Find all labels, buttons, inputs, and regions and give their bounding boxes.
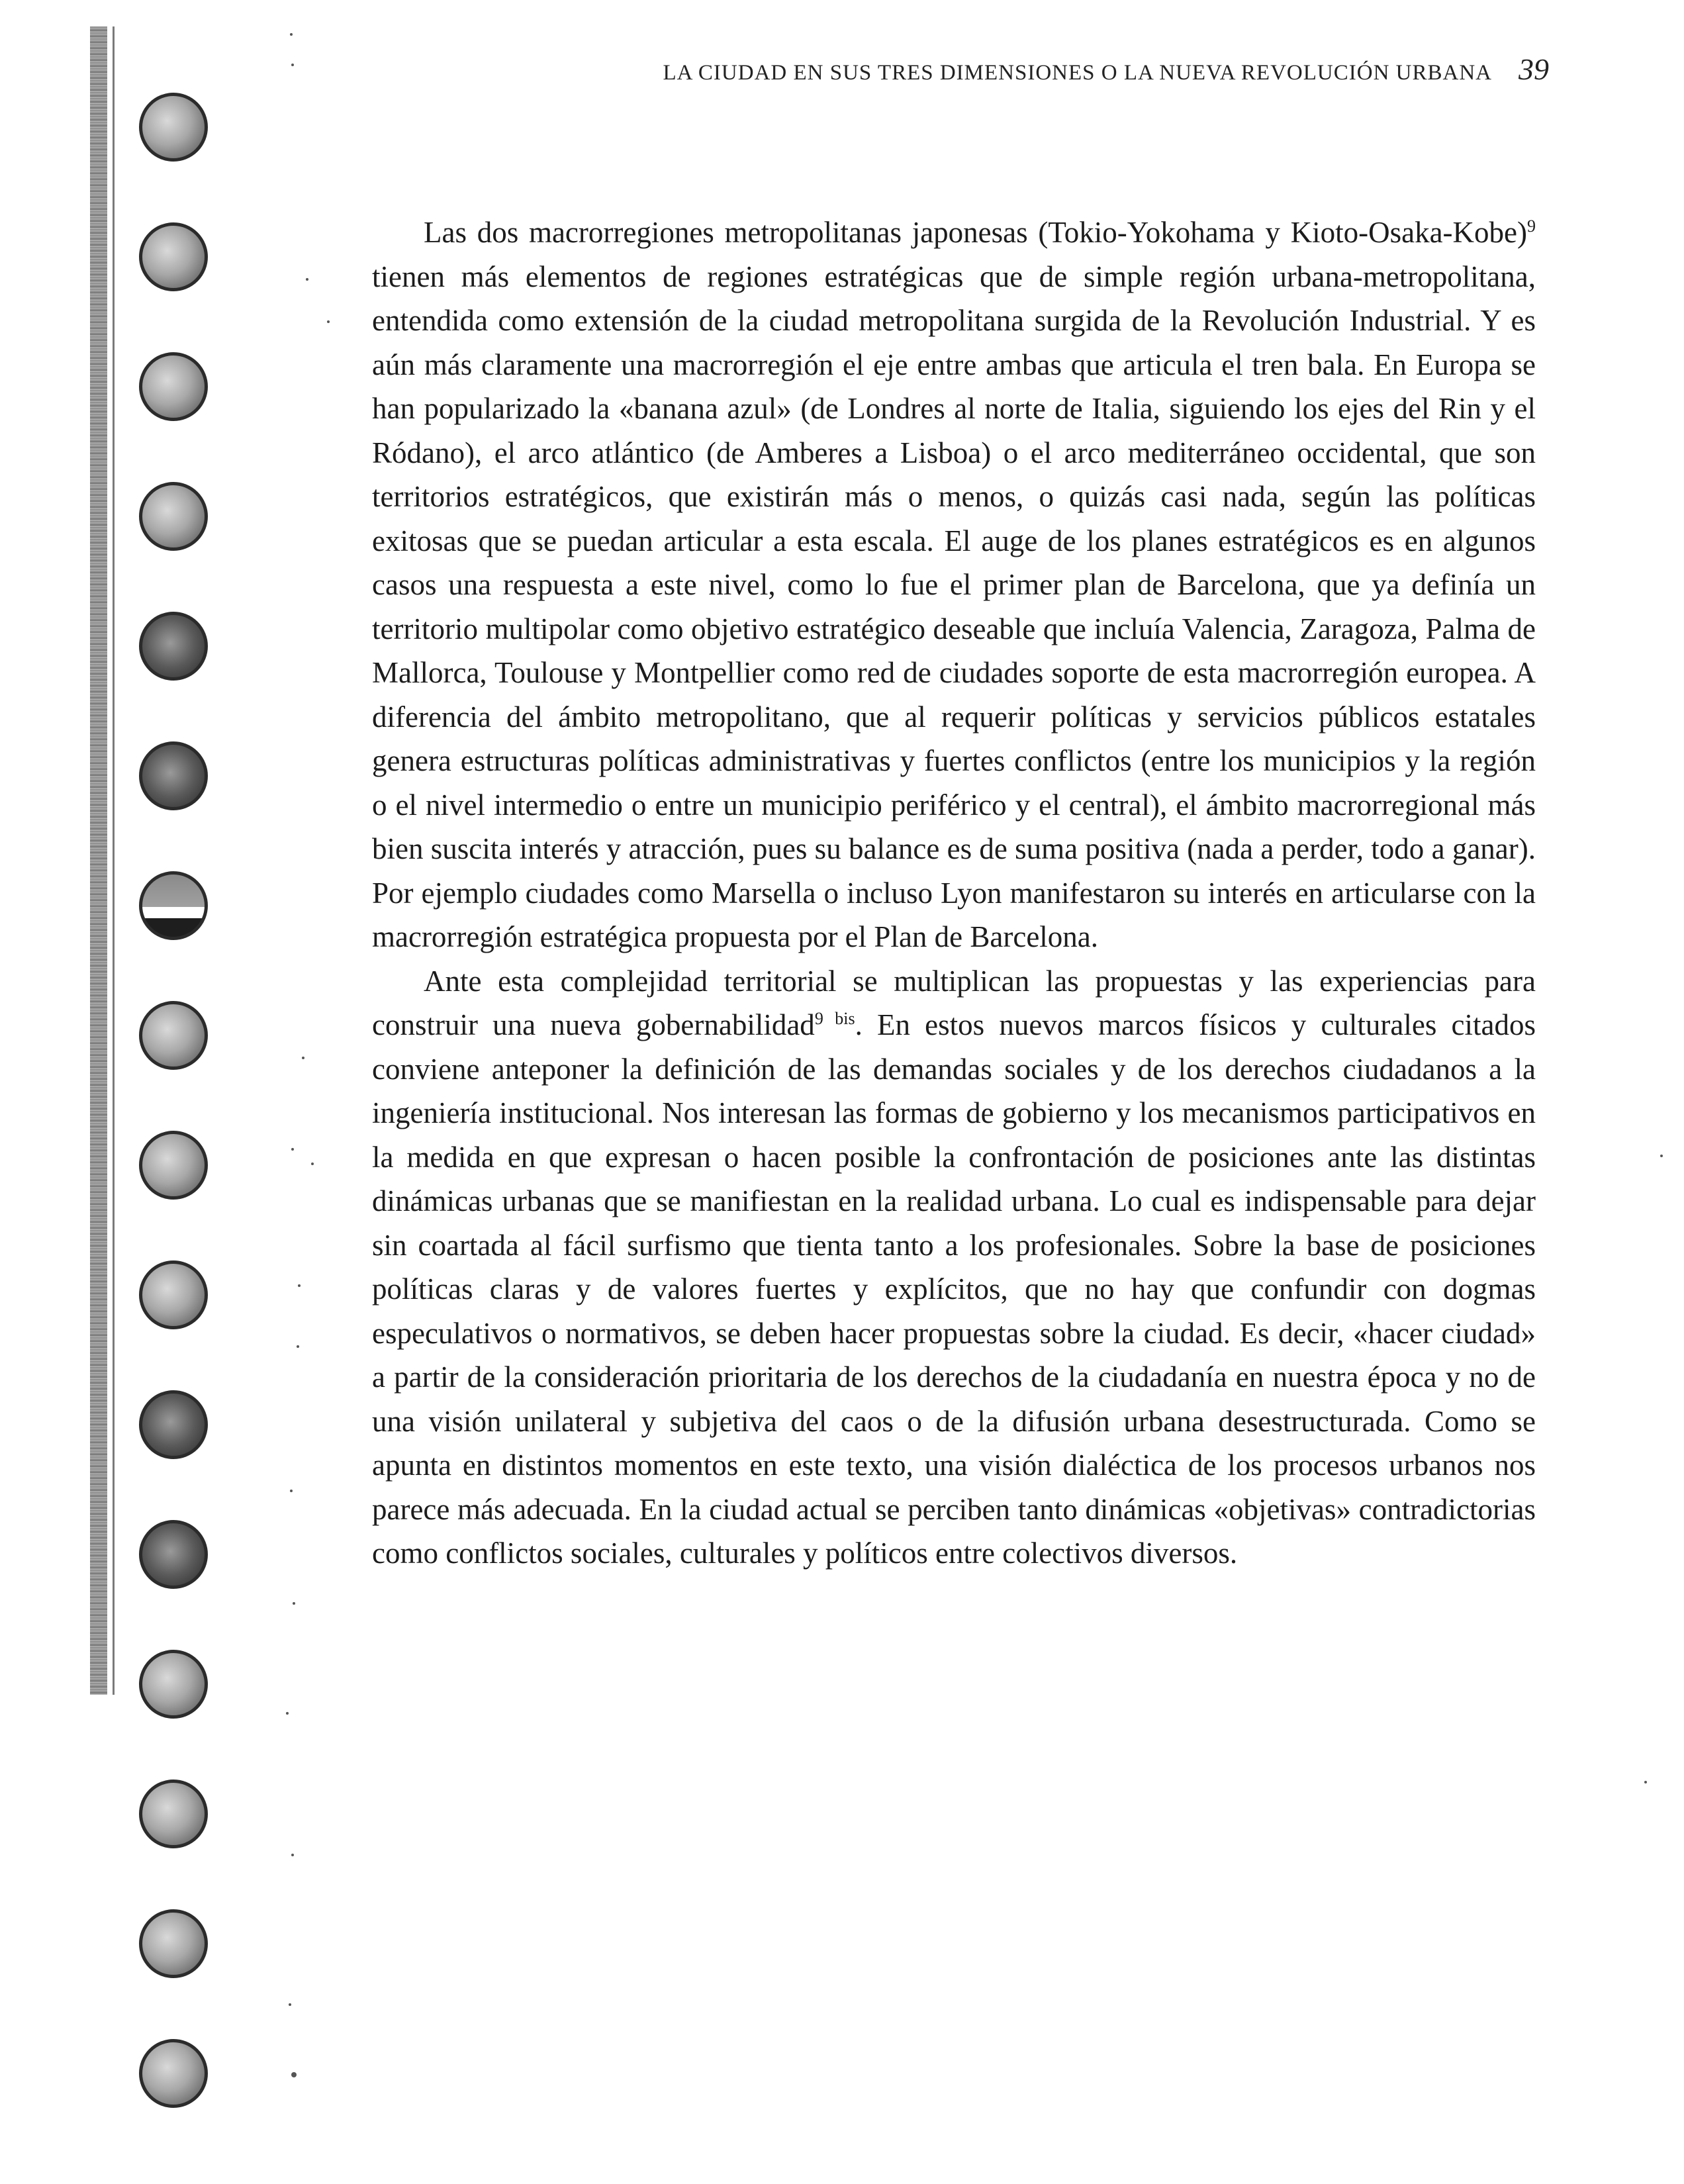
binding-hole-icon (139, 93, 208, 162)
binding-hole-icon (139, 1390, 208, 1459)
scan-speck (298, 1284, 301, 1287)
scan-speck (311, 1163, 314, 1165)
binding-hole-icon (139, 2039, 208, 2108)
footnote-ref: 9 (1527, 216, 1536, 236)
binding-hole-icon (139, 741, 208, 810)
running-title: LA CIUDAD EN SUS TRES DIMENSIONES O LA NUEVA REVOLUCIÓN URBANA (663, 61, 1492, 85)
paragraph (372, 211, 1536, 959)
binding-hole-icon (139, 482, 208, 551)
binding-edge (90, 26, 107, 1695)
paragraph-text: tienen más elementos de regiones estratégicas que de simple región urbana-metropolitana, entendida como extensión de la ciudad metropolitana surgida de la Revolución Industrial. Y es aún más claramente una macrorregión el eje entre ambas que articula el tren bala. En Europa se han popularizado la «banana azul» (de Londres al norte de Italia, siguiendo los ejes del Rin y el Ródano), el arco atlántico (de Amberes a Lisboa) o el arco mediterráneo occidental, que son territorios estratégicos, que existirán más o menos, o quizás casi nada, según las políticas exitosas que se puedan articular a esta escala. El auge de los planes estratégicos es en algunos casos una respuesta a este nivel, como lo fue el primer plan de Barcelona, que ya definía un territorio multipolar como objetivo estratégico deseable que incluía Valencia, Zaragoza, Palma de Mallorca, Toulouse y Montpellier como red de ciudades soporte de esta macrorregión europea. A diferencia del ámbito metropolitano, que al requerir políticas y servicios públicos estatales genera estructuras políticas administrativas y fuertes conflictos (entre los municipios y la región o el nivel intermedio o entre un municipio periférico y el central), el ámbito macrorregional más bien suscita interés y atracción, pues su balance es de suma positiva (nada a perder, todo a ganar). Por ejemplo ciudades como Marsella o incluso Lyon manifestaron su interés en articularse con la macrorregión estratégica propuesta por el Plan de Barcelona. (372, 260, 1536, 953)
page-number: 39 (1519, 52, 1549, 86)
spiral-binding (139, 93, 212, 2105)
scan-speck (1660, 1155, 1663, 1157)
binding-hole-icon (139, 1131, 208, 1200)
binding-hole-icon (139, 1001, 208, 1070)
footnote-ref: 9 bis (814, 1009, 855, 1028)
scan-speck (291, 1854, 294, 1856)
scan-speck (291, 1148, 294, 1151)
binding-hole-icon (139, 1520, 208, 1589)
scan-speck (293, 1602, 295, 1605)
binding-hole-icon (139, 1650, 208, 1719)
scan-speck (306, 278, 308, 281)
binding-line (113, 26, 115, 1695)
scan-speck (297, 1345, 299, 1348)
binding-hole-icon (139, 352, 208, 421)
binding-hole-icon (139, 871, 208, 940)
scan-speck (327, 320, 330, 323)
scan-speck (289, 2003, 291, 2006)
body-text (372, 211, 1536, 1576)
binding-hole-icon (139, 1909, 208, 1978)
scan-speck (1644, 1781, 1647, 1783)
binding-hole-icon (139, 612, 208, 681)
scan-speck (302, 1057, 304, 1059)
paragraph-text: . En estos nuevos marcos físicos y culturales citados conviene anteponer la definición de las demandas sociales y de los derechos ciudadanos a la ingeniería institucional. Nos interesan las formas de gobierno y los mecanismos participativos en la medida en que expresan o hacen posible la confrontación de posiciones ante las distintas dinámicas urbanas que se manifiestan en la realidad urbana. Lo cual es indispensable para dejar sin coartada al fácil surfismo que tienta tanto a los profesionales. Sobre la base de posiciones políticas claras y de valores fuertes y explícitos, que no hay que confundir con dogmas especulativos o normativos, se deben hacer propuestas sobre la ciudad. Es decir, «hacer ciudad» a partir de la consideración prioritaria de los derechos de la ciudadanía en nuestra época y no de una visión unilateral y subjetiva del caos o de la difusión urbana desestructurada. Como se apunta en distintos momentos en este texto, una visión dialéctica de los procesos urbanos nos parece más adecuada. En la ciudad actual se perciben tanto dinámicas «objetivas» contradictorias como conflictos sociales, culturales y políticos entre colectivos diversos. (372, 1008, 1536, 1570)
scan-speck (286, 1712, 289, 1715)
paragraph-text: Ante esta complejidad territorial se multiplican las propuestas y las experiencias para construir una nueva gobernabilidad (372, 964, 1536, 1041)
binding-hole-icon (139, 222, 208, 291)
paragraph (372, 959, 1536, 1576)
scan-speck (291, 2072, 297, 2077)
binding-hole-icon (139, 1780, 208, 1848)
scan-speck (291, 64, 294, 66)
running-header (397, 52, 1549, 87)
paragraph-text: Las dos macrorregiones metropolitanas japonesas (Tokio-Yokohama y Kioto-Osaka-Kobe) (424, 216, 1527, 249)
binding-hole-icon (139, 1260, 208, 1329)
scan-speck (290, 1490, 293, 1492)
scan-speck (290, 33, 293, 36)
